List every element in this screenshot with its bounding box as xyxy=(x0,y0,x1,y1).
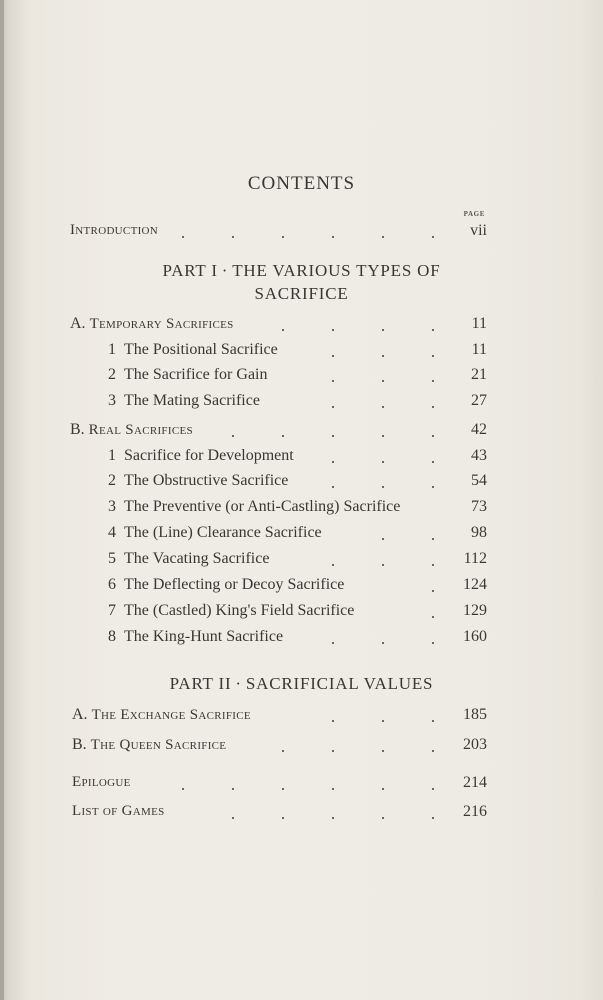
entry-page: 214 xyxy=(463,774,487,791)
leader-dot xyxy=(282,435,284,437)
leader-dot xyxy=(282,788,284,790)
leader-dot xyxy=(432,642,434,644)
entry-page: 27 xyxy=(471,392,487,409)
entry-label xyxy=(108,472,288,490)
entry-label xyxy=(72,736,226,754)
leader-dot xyxy=(182,788,184,790)
entry-title: The King-Hunt Sacrifice xyxy=(124,628,284,645)
entry-page: 21 xyxy=(471,366,487,383)
entry-page: 112 xyxy=(463,550,487,567)
part1-title-line2: SACRIFICE xyxy=(254,284,349,303)
section-b-label xyxy=(70,421,193,439)
entry-title: The Positional Sacrifice xyxy=(124,341,278,358)
toc-entry[interactable] xyxy=(0,628,603,652)
entry-label xyxy=(108,550,269,568)
entry-label xyxy=(108,628,283,646)
leader-dot xyxy=(382,788,384,790)
entry-page: 11 xyxy=(471,341,487,358)
entry-number: 1 xyxy=(108,341,116,358)
leader-dot xyxy=(432,564,434,566)
leader-dot xyxy=(332,817,334,819)
entry-number: 7 xyxy=(108,602,116,619)
entry-number: 2 xyxy=(108,472,116,489)
leader-dot xyxy=(432,329,434,331)
contents-title: CONTENTS xyxy=(247,173,356,194)
entry-prefix: A. xyxy=(72,706,88,723)
leader-dot xyxy=(332,750,334,752)
leader-dot xyxy=(382,406,384,408)
toc-entry[interactable] xyxy=(0,472,603,496)
entry-label: Introduction xyxy=(70,222,159,238)
leader-dot xyxy=(282,750,284,752)
entry-label xyxy=(72,706,251,724)
entry-page: 11 xyxy=(471,315,487,332)
leader-dot xyxy=(332,564,334,566)
entry-page: 216 xyxy=(463,803,487,820)
leader-dot xyxy=(282,329,284,331)
leader-dot xyxy=(432,380,434,382)
part2-prefix: PART II xyxy=(169,674,232,693)
entry-title: The (Castled) King's Field Sacrifice xyxy=(124,602,355,619)
leader-dot xyxy=(382,435,384,437)
toc-entry[interactable] xyxy=(0,576,603,600)
toc-entry[interactable] xyxy=(0,602,603,626)
entry-number: 4 xyxy=(108,524,116,541)
leader-dot xyxy=(432,616,434,618)
entry-label xyxy=(108,447,294,465)
page-column-label: PAGE xyxy=(463,210,485,218)
part2-heading: PART II · SACRIFICIAL VALUES xyxy=(169,674,434,693)
toc-section-b[interactable] xyxy=(0,421,603,445)
leader-dot xyxy=(432,236,434,238)
leader-dot xyxy=(382,750,384,752)
entry-title: Sacrifice for Development xyxy=(124,447,294,464)
entry-title: The Vacating Sacrifice xyxy=(124,550,270,567)
leader-dot xyxy=(232,236,234,238)
leader-dot xyxy=(382,355,384,357)
entry-page: vii xyxy=(470,222,487,239)
entry-label xyxy=(108,524,322,542)
leader-dot xyxy=(382,486,384,488)
entry-title: The Preventive (or Anti-Castling) Sacrifice xyxy=(124,498,401,515)
part2-title: SACRIFICIAL VALUES xyxy=(245,674,434,693)
entry-page: 73 xyxy=(471,498,487,515)
leader-dot xyxy=(382,329,384,331)
leader-dot xyxy=(332,355,334,357)
entry-page: 42 xyxy=(471,421,487,438)
leader-dot xyxy=(432,406,434,408)
leader-dot xyxy=(432,435,434,437)
leader-dot xyxy=(282,236,284,238)
toc-entry[interactable] xyxy=(0,447,603,471)
leader-dot xyxy=(332,406,334,408)
leader-dot xyxy=(432,355,434,357)
section-prefix: B. xyxy=(70,421,85,438)
leader-dot xyxy=(382,236,384,238)
section-a-label xyxy=(70,315,234,333)
entry-title: The Exchange Sacrifice xyxy=(91,707,251,723)
entry-number: 6 xyxy=(108,576,116,593)
entry-label xyxy=(108,602,354,620)
leader-dot xyxy=(382,642,384,644)
entry-title: The Mating Sacrifice xyxy=(124,392,260,409)
toc-entry-introduction[interactable] xyxy=(0,222,603,246)
part1-heading: PART I · THE VARIOUS TYPES OF SACRIFICE xyxy=(0,259,603,305)
entry-label xyxy=(108,498,400,516)
leader-dot xyxy=(332,236,334,238)
leader-dot xyxy=(432,750,434,752)
leader-dot xyxy=(232,817,234,819)
entry-label xyxy=(108,576,344,594)
toc-entry-part2-a[interactable] xyxy=(0,706,603,730)
entry-page: 185 xyxy=(463,706,487,723)
leader-dot xyxy=(382,564,384,566)
leader-dot xyxy=(332,720,334,722)
toc-entry[interactable] xyxy=(0,498,603,522)
entry-number: 3 xyxy=(108,392,116,409)
entry-number: 1 xyxy=(108,447,116,464)
toc-entry-epilogue[interactable] xyxy=(0,774,603,798)
entry-prefix: B. xyxy=(72,736,87,753)
entry-title: The Deflecting or Decoy Sacrifice xyxy=(124,576,345,593)
section-prefix: A. xyxy=(70,315,86,332)
entry-page: 124 xyxy=(463,576,487,593)
section-title: Temporary Sacrifices xyxy=(89,316,234,332)
leader-dot xyxy=(332,642,334,644)
leader-dot xyxy=(432,486,434,488)
leader-dot xyxy=(332,788,334,790)
entry-number: 2 xyxy=(108,366,116,383)
leader-dot xyxy=(232,788,234,790)
leader-dot xyxy=(432,788,434,790)
leader-dot xyxy=(382,720,384,722)
section-title: Real Sacrifices xyxy=(88,422,193,438)
leader-dot xyxy=(382,461,384,463)
entry-number: 8 xyxy=(108,628,116,645)
leader-dot xyxy=(382,538,384,540)
leader-dot xyxy=(432,817,434,819)
entry-label: List of Games xyxy=(72,803,165,819)
entry-label: Epilogue xyxy=(72,774,131,790)
toc-entry-list-of-games[interactable] xyxy=(0,803,603,827)
toc-entry[interactable] xyxy=(0,341,603,365)
entry-title: The Sacrifice for Gain xyxy=(124,366,268,383)
leader-dot xyxy=(432,720,434,722)
leader-dot xyxy=(282,817,284,819)
leader-dot xyxy=(332,461,334,463)
part1-title-line1: THE VARIOUS TYPES OF xyxy=(232,261,441,280)
toc-entry-part2-b[interactable] xyxy=(0,736,603,760)
entry-title: The Obstructive Sacrifice xyxy=(124,472,289,489)
leader-dot xyxy=(332,380,334,382)
leader-dot xyxy=(332,435,334,437)
entry-title: The Queen Sacrifice xyxy=(90,737,227,753)
entry-page: 160 xyxy=(463,628,487,645)
leader-dot xyxy=(432,461,434,463)
leader-dot xyxy=(432,538,434,540)
leader-dot xyxy=(232,435,234,437)
entry-page: 43 xyxy=(471,447,487,464)
entry-page: 203 xyxy=(463,736,487,753)
leader-dot xyxy=(332,486,334,488)
entry-label xyxy=(108,341,278,359)
leader-dot xyxy=(382,817,384,819)
entry-label xyxy=(108,392,260,410)
toc-entry[interactable] xyxy=(0,550,603,574)
leader-dot xyxy=(432,590,434,592)
entry-label xyxy=(108,366,267,384)
entry-title: The (Line) Clearance Sacrifice xyxy=(124,524,322,541)
entry-page: 98 xyxy=(471,524,487,541)
entry-page: 129 xyxy=(463,602,487,619)
toc-entry[interactable] xyxy=(0,366,603,390)
entry-number: 3 xyxy=(108,498,116,515)
entry-number: 5 xyxy=(108,550,116,567)
toc-section-a[interactable] xyxy=(0,315,603,339)
part1-prefix: PART I xyxy=(162,261,218,280)
entry-page: 54 xyxy=(471,472,487,489)
toc-entry[interactable] xyxy=(0,524,603,548)
toc-entry[interactable] xyxy=(0,392,603,416)
leader-dot xyxy=(382,380,384,382)
leader-dot xyxy=(182,236,184,238)
leader-dot xyxy=(332,329,334,331)
